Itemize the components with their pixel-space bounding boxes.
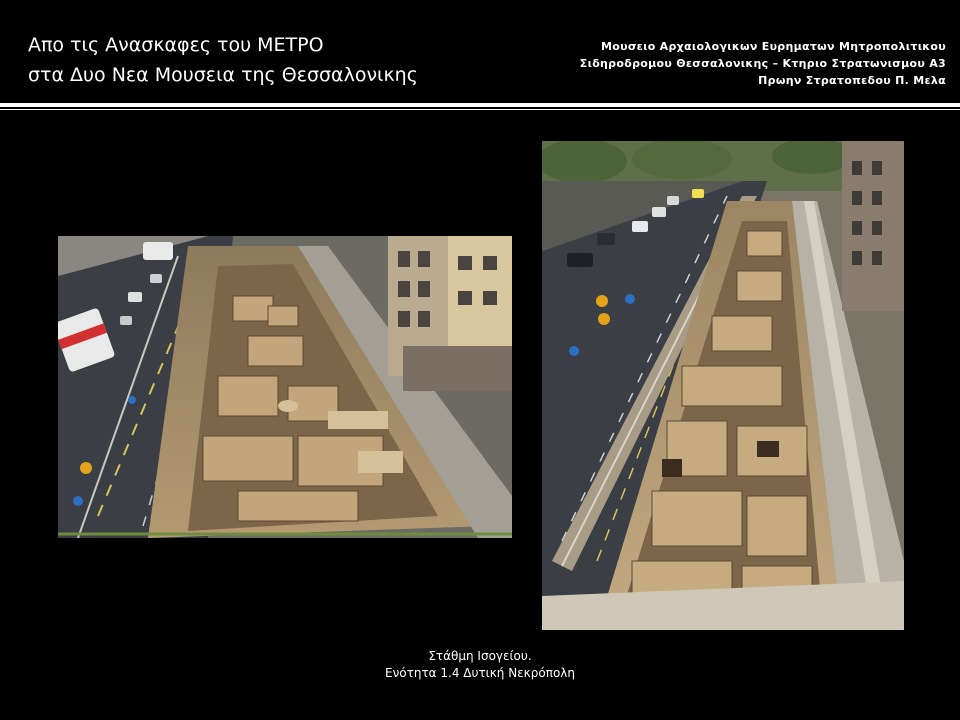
museum-subtitle-line2: Σιδηροδρομου Θεσσαλονικης – Κτηριο Στρατωνισμου Α3 [579,57,946,70]
slide-title-line2: στα Δυο Νεα Μουσεια της Θεσσαλονικης [28,64,418,86]
museum-subtitle-line1: Μουσειο Αρχαιολογικων Ευρηματων Μητροπολιτικου [600,40,946,53]
slide-title-line1: Απο τις Ανασκαφες του ΜΕΤΡΟ [28,34,324,56]
excavation-photo-right [542,141,904,630]
museum-subtitle [580,38,946,89]
excavation-photo-left [58,236,512,538]
header-divider-thick [0,103,960,107]
slide-title [28,30,418,90]
museum-subtitle-line3: Πρωην Στρατοπεδου Π. Μελα [758,74,946,87]
caption-line2: Ενότητα 1.4 Δυτική Νεκρόπολη [384,666,575,680]
photo-caption [0,648,960,682]
caption-line1: Στάθμη Ισογείου. [428,649,532,663]
header-divider-thin [0,109,960,110]
